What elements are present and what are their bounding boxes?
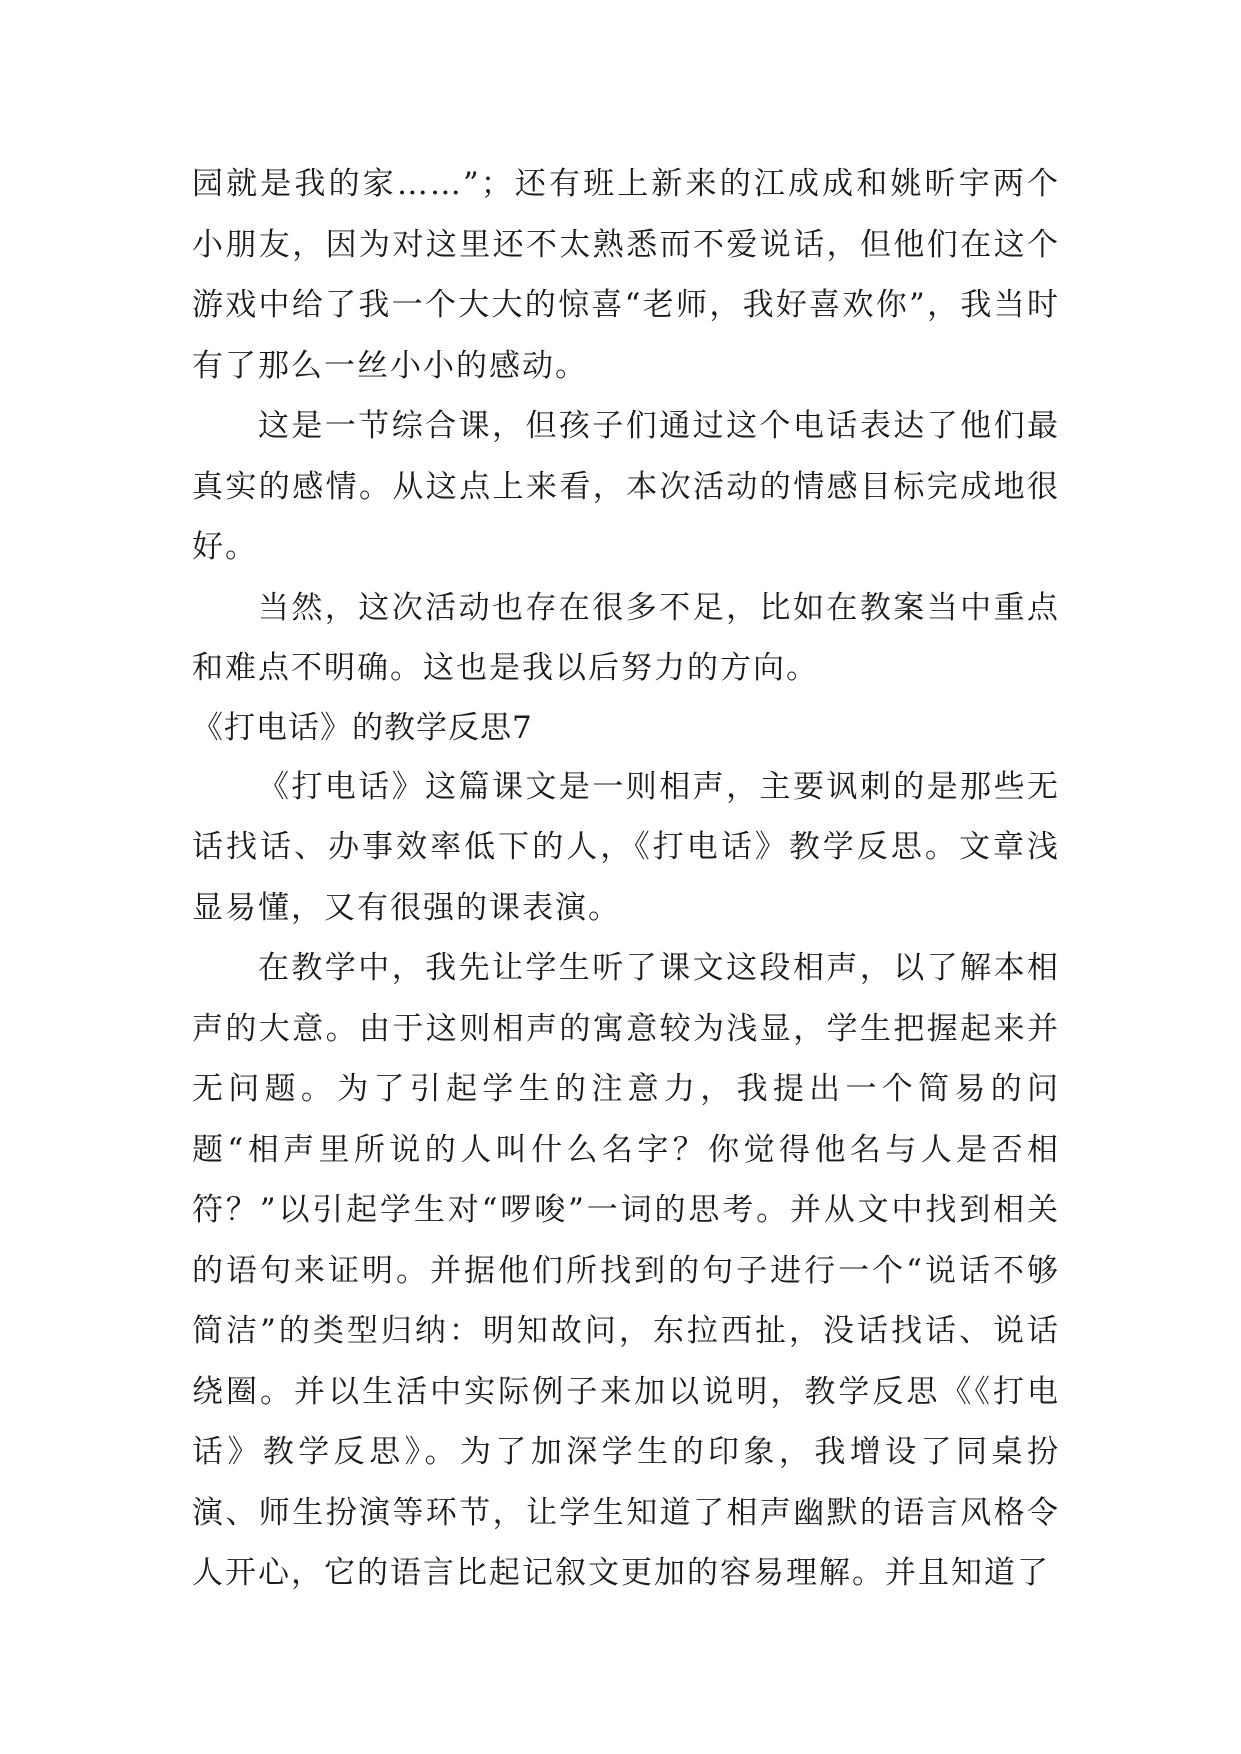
paragraph: 在教学中，我先让学生听了课文这段相声，以了解本相声的大意。由于这则相声的寓意较为浅显，学生把握起来并无问题。为了引起学生的注意力，我提出一个简易的问题“相声里所说的人叫什么名字？你觉得他名与人是否相符？”以引起学生对“啰唆”一词的思考。并从文中找到相关的语句来证明。并据他们所找到的句子进行一个“说话不够简洁”的类型归纳：明知故问，东拉西扯，没话找话、说话绕圈。并以生活中实际例子来加以说明，教学反思《《打电话》教学反思》。为了加深学生的印象，我增设了同桌扮演、师生扮演等环节，让学生知道了相声幽默的语言风格令人开心，它的语言比起记叙文更加的容易理解。并且知道了 [192, 950, 1060, 1591]
section-heading: 《打电话》的教学反思7 [192, 709, 533, 746]
paragraph-continuation: 园就是我的家……”；还有班上新来的江成成和姚昕宇两个小朋友，因为对这里还不太熟悉而不爱说话，但他们在这个游戏中给了我一个大大的惊喜“老师，我好喜欢你”，我当时有了那么一丝小小的感动。 [192, 166, 1060, 384]
paragraph: 《打电话》这篇课文是一则相声，主要讽刺的是那些无话找话、办事效率低下的人，《打电话》教学反思。文章浅显易懂，又有很强的课表演。 [192, 768, 1060, 926]
paragraph: 这是一节综合课，但孩子们通过这个电话表达了他们最真实的感情。从这点上来看，本次活动的情感目标完成地很好。 [192, 408, 1060, 565]
paragraph: 当然，这次活动也存在很多不足，比如在教案当中重点和难点不明确。这也是我以后努力的方向。 [192, 589, 1060, 686]
document-body [192, 154, 1060, 1604]
